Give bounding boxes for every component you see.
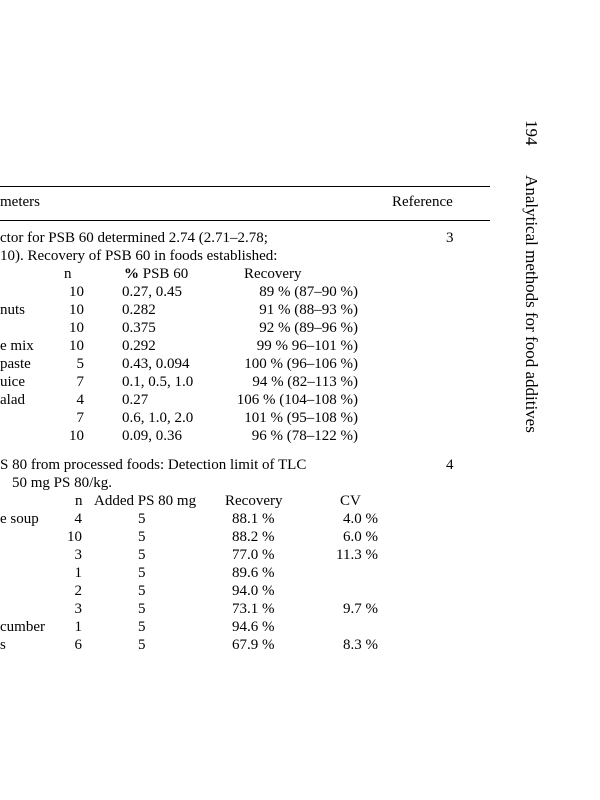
food-cell: nuts [0,302,26,318]
n-cell: 10 [69,428,84,444]
recovery-cell: 94.0 % [232,583,275,599]
section2-reference: 4 [446,457,454,473]
cv-cell: 11.3 % [336,547,378,563]
n-cell: 10 [69,320,84,336]
added-cell: 5 [138,529,146,545]
running-head [522,120,540,433]
psb-cell: 0.1, 0.5, 1.0 [122,374,194,390]
added-cell: 5 [138,547,146,563]
n-cell: 1 [74,565,82,581]
psb-cell: 0.6, 1.0, 2.0 [122,410,194,426]
psb-cell: 0.282 [122,302,156,318]
section1-col-n: n [64,266,72,282]
recovery-cell: 67.9 % [232,637,275,653]
section2-col-added: Added PS 80 mg [94,493,197,509]
n-cell: 4 [74,511,82,527]
psb-cell: 0.09, 0.36 [122,428,182,444]
n-cell: 7 [76,410,84,426]
n-cell: 10 [67,529,82,545]
n-cell: 10 [69,284,84,300]
top-rule [0,186,490,187]
recovery-cell: 77.0 % [232,547,275,563]
psb-cell: 0.27, 0.45 [122,284,182,300]
recovery-cell: 91 % (88–93 %) [259,302,358,318]
n-cell: 4 [76,392,84,408]
cv-cell: 8.3 % [343,637,378,653]
food-cell: uice [0,374,25,390]
food-cell: e mix [0,338,34,354]
header-rule [0,220,490,221]
recovery-cell: 92 % (89–96 %) [259,320,358,336]
food-cell: cumber [0,619,45,635]
psb-cell: 0.292 [122,338,156,354]
section2-col-n: n [75,493,83,509]
section2-line2: 50 mg PS 80/kg. [12,475,113,491]
n-cell: 2 [74,583,82,599]
n-cell: 10 [69,302,84,318]
section1-line2: 10). Recovery of PSB 60 in foods established: [0,248,278,264]
added-cell: 5 [138,637,146,653]
section2-col-cv: CV [340,493,361,509]
food-cell: alad [0,392,25,408]
n-cell: 6 [74,637,82,653]
food-cell: paste [0,356,31,372]
recovery-cell: 89 % (87–90 %) [259,284,358,300]
psb-cell: 0.27 [122,392,149,408]
recovery-cell: 88.1 % [232,511,275,527]
added-cell: 5 [138,583,146,599]
running-head-title: Analytical methods for food additives [522,175,541,433]
section1-line1: ctor for PSB 60 determined 2.74 (2.71–2.78; [0,230,268,246]
parameters-header: meters [0,194,40,210]
psb-cell: 0.375 [122,320,156,336]
cv-cell: 9.7 % [343,601,378,617]
n-cell: 7 [76,374,84,390]
recovery-cell: 94 % (82–113 %) [252,374,358,390]
recovery-cell: 99 % 96–101 %) [256,338,358,354]
added-cell: 5 [138,601,146,617]
section2-line1: S 80 from processed foods: Detection limit of TLC [0,457,307,473]
section1-col-recovery: Recovery [244,266,302,282]
n-cell: 3 [74,547,82,563]
recovery-cell: 89.6 % [232,565,275,581]
added-cell: 5 [138,565,146,581]
cv-cell: 6.0 % [343,529,378,545]
section1-col-psb: % PSB 60 [124,266,189,282]
reference-header: Reference [392,194,453,210]
added-cell: 5 [138,511,146,527]
recovery-cell: 101 % (95–108 %) [244,410,358,426]
n-cell: 5 [76,356,84,372]
food-cell: e soup [0,511,39,527]
recovery-cell: 100 % (96–106 %) [244,356,358,372]
page-number: 194 [522,120,541,146]
recovery-cell: 94.6 % [232,619,275,635]
recovery-cell: 88.2 % [232,529,275,545]
n-cell: 3 [74,601,82,617]
recovery-cell: 73.1 % [232,601,275,617]
food-cell: s [0,637,6,653]
section2-col-recovery: Recovery [225,493,283,509]
recovery-cell: 106 % (104–108 %) [236,392,358,408]
section1-reference: 3 [446,230,454,246]
recovery-cell: 96 % (78–122 %) [251,428,358,444]
psb-cell: 0.43, 0.094 [122,356,190,372]
cv-cell: 4.0 % [343,511,378,527]
added-cell: 5 [138,619,146,635]
n-cell: 10 [69,338,84,354]
n-cell: 1 [74,619,82,635]
